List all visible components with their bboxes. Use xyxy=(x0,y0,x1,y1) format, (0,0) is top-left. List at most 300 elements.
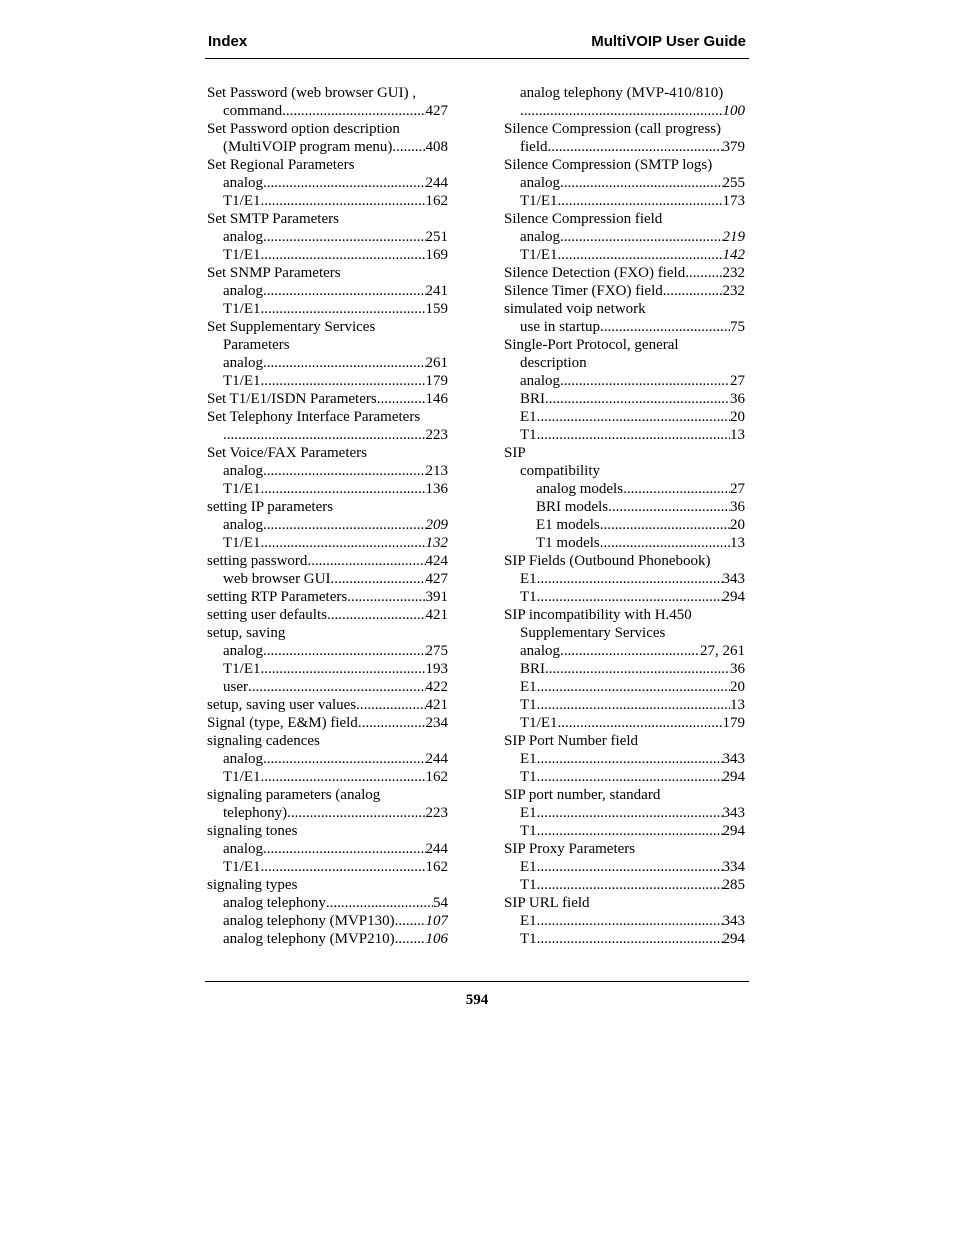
dot-leader xyxy=(282,102,425,120)
index-page-ref: 179 xyxy=(425,373,448,389)
index-term: web browser GUI xyxy=(223,571,331,587)
dot-leader xyxy=(685,264,722,282)
dot-leader xyxy=(356,696,425,714)
index-term: Parameters xyxy=(223,337,290,353)
index-page-ref: 294 xyxy=(722,589,745,605)
dot-leader xyxy=(223,426,426,444)
index-entry xyxy=(504,408,745,426)
index-term: use in startup xyxy=(520,319,600,335)
index-entry xyxy=(207,732,448,750)
index-term: T1 xyxy=(520,589,537,605)
index-entry xyxy=(207,642,448,660)
index-page-ref: 343 xyxy=(722,751,745,767)
index-page-ref: 421 xyxy=(425,607,448,623)
index-term: SIP incompatibility with H.450 xyxy=(504,607,692,623)
index-entry xyxy=(504,804,745,822)
dot-leader xyxy=(287,804,425,822)
index-term: T1/E1 xyxy=(223,373,261,389)
dot-leader xyxy=(263,840,426,858)
index-page-ref: 100 xyxy=(722,103,745,119)
index-entry xyxy=(504,642,745,660)
index-term: analog telephony (MVP130) xyxy=(223,913,395,929)
index-term: SIP Port Number field xyxy=(504,733,639,749)
dot-leader xyxy=(537,570,723,588)
index-term: signaling parameters (analog xyxy=(207,787,381,803)
index-term: E1 xyxy=(520,751,537,767)
index-term: E1 models xyxy=(536,517,600,533)
index-term: analog telephony (MVP210) xyxy=(223,931,395,947)
dot-leader xyxy=(600,318,730,336)
dot-leader xyxy=(261,246,426,264)
index-column-left xyxy=(207,84,448,948)
dot-leader xyxy=(248,678,426,696)
index-entry xyxy=(504,624,745,642)
index-page-ref: 36 xyxy=(730,499,745,515)
index-term: T1/E1 xyxy=(223,481,261,497)
index-term: setting IP parameters xyxy=(207,499,334,515)
index-term: Set Voice/FAX Parameters xyxy=(207,445,367,461)
index-term: T1/E1 xyxy=(223,193,261,209)
dot-leader xyxy=(537,804,723,822)
index-entry xyxy=(207,912,448,930)
index-page-ref: 162 xyxy=(425,769,448,785)
dot-leader xyxy=(263,282,426,300)
index-term: Silence Detection (FXO) field xyxy=(504,265,686,281)
index-entry xyxy=(504,210,745,228)
index-term: Silence Compression field xyxy=(504,211,663,227)
index-page-ref: 427 xyxy=(425,103,448,119)
index-page-ref: 343 xyxy=(722,913,745,929)
index-term: Set T1/E1/ISDN Parameters xyxy=(207,391,377,407)
index-term: analog models xyxy=(536,481,624,497)
index-entry xyxy=(504,912,745,930)
index-entry xyxy=(207,246,448,264)
index-term: T1/E1 xyxy=(520,715,558,731)
index-entry xyxy=(504,102,745,120)
index-page-ref: 193 xyxy=(425,661,448,677)
dot-leader xyxy=(608,498,730,516)
index-entry xyxy=(504,588,745,606)
index-term: analog telephony xyxy=(223,895,326,911)
index-page-ref: 162 xyxy=(425,859,448,875)
index-term: compatibility xyxy=(520,463,600,479)
index-entry xyxy=(207,372,448,390)
index-entry xyxy=(207,624,448,642)
index-page-ref: 294 xyxy=(722,823,745,839)
dot-leader xyxy=(377,390,426,408)
dot-leader xyxy=(261,300,426,318)
index-entry xyxy=(207,822,448,840)
index-page-ref: 54 xyxy=(433,895,448,911)
index-page-ref: 261 xyxy=(425,355,448,371)
index-term: field xyxy=(520,139,548,155)
index-entry xyxy=(207,390,448,408)
index-term: command xyxy=(223,103,283,119)
dot-leader xyxy=(600,516,730,534)
index-entry xyxy=(207,84,448,102)
index-term: T1/E1 xyxy=(223,661,261,677)
index-entry xyxy=(207,318,448,336)
index-term: analog xyxy=(223,229,263,245)
dot-leader xyxy=(548,138,723,156)
index-term: signaling cadences xyxy=(207,733,320,749)
dot-leader xyxy=(545,660,730,678)
index-term: T1 xyxy=(520,931,537,947)
index-page-ref: 334 xyxy=(722,859,745,875)
index-term: T1/E1 xyxy=(223,301,261,317)
index-column-right xyxy=(504,84,745,948)
index-entry xyxy=(207,606,448,624)
index-term: Silence Compression (call progress) xyxy=(504,121,722,137)
index-page-ref: 241 xyxy=(425,283,448,299)
dot-leader xyxy=(558,192,723,210)
index-entry xyxy=(207,102,448,120)
index-entry xyxy=(504,372,745,390)
dot-leader xyxy=(600,534,730,552)
index-page-ref: 424 xyxy=(425,553,448,569)
index-term: Set Password (web browser GUI) , xyxy=(207,85,417,101)
index-page-ref: 343 xyxy=(722,805,745,821)
index-entry xyxy=(207,156,448,174)
index-term: Silence Timer (FXO) field xyxy=(504,283,663,299)
index-term: Single-Port Protocol, general xyxy=(504,337,679,353)
index-term: E1 xyxy=(520,679,537,695)
index-term: signaling tones xyxy=(207,823,298,839)
index-page-ref: 244 xyxy=(425,751,448,767)
index-entry xyxy=(504,534,745,552)
dot-leader xyxy=(261,858,426,876)
index-entry xyxy=(207,336,448,354)
dot-leader xyxy=(261,768,426,786)
dot-leader xyxy=(395,930,426,948)
index-term: analog xyxy=(223,841,263,857)
index-entry xyxy=(207,264,448,282)
index-entry xyxy=(504,462,745,480)
dot-leader xyxy=(392,138,425,156)
dot-leader xyxy=(558,714,723,732)
dot-leader xyxy=(326,894,433,912)
dot-leader xyxy=(395,912,426,930)
index-term: analog xyxy=(223,751,263,767)
index-page-ref: 244 xyxy=(425,841,448,857)
index-entry xyxy=(504,552,745,570)
index-entry xyxy=(207,120,448,138)
index-term: (MultiVOIP program menu) xyxy=(223,139,393,155)
index-entry xyxy=(504,786,745,804)
index-page-ref: 275 xyxy=(425,643,448,659)
index-term: user xyxy=(223,679,248,695)
index-entry xyxy=(504,228,745,246)
index-entry xyxy=(207,552,448,570)
dot-leader xyxy=(558,246,723,264)
index-entry xyxy=(504,498,745,516)
index-page-ref: 285 xyxy=(722,877,745,893)
dot-leader xyxy=(261,480,426,498)
index-term: setup, saving user values xyxy=(207,697,357,713)
index-term: analog xyxy=(223,355,263,371)
index-page-ref: 159 xyxy=(425,301,448,317)
index-term: analog xyxy=(520,373,560,389)
index-entry xyxy=(207,282,448,300)
index-entry xyxy=(207,876,448,894)
page-header xyxy=(207,33,748,53)
index-entry xyxy=(504,444,745,462)
index-page-ref: 379 xyxy=(722,139,745,155)
index-page-ref: 294 xyxy=(722,931,745,947)
index-page-ref: 408 xyxy=(425,139,448,155)
index-page-ref: 142 xyxy=(722,247,745,263)
index-term: telephony) xyxy=(223,805,288,821)
index-entry xyxy=(207,480,448,498)
dot-leader xyxy=(537,750,723,768)
index-term: Set Supplementary Services xyxy=(207,319,376,335)
index-page-ref: 75 xyxy=(730,319,745,335)
index-entry xyxy=(207,750,448,768)
index-term: T1 xyxy=(520,877,537,893)
index-entry xyxy=(207,498,448,516)
index-entry xyxy=(207,588,448,606)
index-page-ref: 27, 261 xyxy=(700,643,745,659)
index-entry xyxy=(207,660,448,678)
index-term: E1 xyxy=(520,859,537,875)
index-entry xyxy=(207,930,448,948)
dot-leader xyxy=(263,462,426,480)
index-term: analog xyxy=(520,229,560,245)
footer-divider xyxy=(205,981,749,982)
dot-leader xyxy=(307,552,425,570)
index-term: T1 xyxy=(520,769,537,785)
dot-leader xyxy=(327,606,426,624)
dot-leader xyxy=(263,516,426,534)
dot-leader xyxy=(263,750,426,768)
dot-leader xyxy=(537,696,730,714)
index-term: T1/E1 xyxy=(223,769,261,785)
index-term: E1 xyxy=(520,805,537,821)
index-term: SIP Fields (Outbound Phonebook) xyxy=(504,553,711,569)
index-page-ref: 179 xyxy=(722,715,745,731)
index-term: analog xyxy=(223,283,263,299)
index-entry xyxy=(504,606,745,624)
dot-leader xyxy=(537,426,730,444)
index-term: SIP port number, standard xyxy=(504,787,661,803)
index-entry xyxy=(207,714,448,732)
index-term: setting RTP Parameters xyxy=(207,589,348,605)
dot-leader xyxy=(537,930,723,948)
index-term: setting user defaults xyxy=(207,607,327,623)
index-term: Set Password option description xyxy=(207,121,400,137)
index-page-ref: 169 xyxy=(425,247,448,263)
index-term: description xyxy=(520,355,587,371)
index-entry xyxy=(504,696,745,714)
index-entry xyxy=(207,210,448,228)
index-term: analog xyxy=(520,175,560,191)
dot-leader xyxy=(263,174,426,192)
index-entry xyxy=(504,246,745,264)
index-entry xyxy=(504,390,745,408)
index-entry xyxy=(504,192,745,210)
index-term: BRI xyxy=(520,661,546,677)
index-entry xyxy=(504,318,745,336)
dot-leader xyxy=(537,912,723,930)
index-term: T1/E1 xyxy=(223,859,261,875)
index-entry xyxy=(504,750,745,768)
dot-leader xyxy=(330,570,425,588)
index-entry xyxy=(504,732,745,750)
index-page-ref: 234 xyxy=(425,715,448,731)
index-page-ref: 213 xyxy=(425,463,448,479)
index-entry xyxy=(504,768,745,786)
header-divider xyxy=(205,58,749,59)
index-entry xyxy=(504,354,745,372)
index-page-ref: 146 xyxy=(425,391,448,407)
dot-leader xyxy=(261,660,426,678)
dot-leader xyxy=(537,678,730,696)
index-page-ref: 232 xyxy=(722,283,745,299)
index-entry xyxy=(504,120,745,138)
dot-leader xyxy=(263,354,426,372)
index-entry xyxy=(504,516,745,534)
index-page-ref: 294 xyxy=(722,769,745,785)
dot-leader xyxy=(537,768,723,786)
index-term: analog xyxy=(223,643,263,659)
index-entry xyxy=(207,192,448,210)
index-term: analog telephony (MVP-410/810) xyxy=(520,85,724,101)
index-page-ref: 36 xyxy=(730,661,745,677)
index-entry xyxy=(207,786,448,804)
index-entry xyxy=(207,570,448,588)
index-term: setup, saving xyxy=(207,625,286,641)
index-term: T1 xyxy=(520,697,537,713)
index-term: analog xyxy=(223,517,263,533)
index-entry xyxy=(504,138,745,156)
index-page-ref: 422 xyxy=(425,679,448,695)
index-term: Set Telephony Interface Parameters xyxy=(207,409,421,425)
index-entry xyxy=(207,840,448,858)
index-term: E1 xyxy=(520,571,537,587)
index-term: T1/E1 xyxy=(223,535,261,551)
index-page-ref: 20 xyxy=(730,679,745,695)
index-entry xyxy=(504,876,745,894)
index-term: T1 models xyxy=(536,535,600,551)
index-entry xyxy=(207,894,448,912)
index-page-ref: 209 xyxy=(425,517,448,533)
dot-leader xyxy=(520,102,723,120)
dot-leader xyxy=(261,534,426,552)
dot-leader xyxy=(261,192,426,210)
index-entry xyxy=(207,858,448,876)
index-page-ref: 255 xyxy=(722,175,745,191)
index-entry xyxy=(504,300,745,318)
index-entry xyxy=(207,228,448,246)
index-term: E1 xyxy=(520,409,537,425)
index-term: BRI xyxy=(520,391,546,407)
dot-leader xyxy=(537,408,730,426)
index-entry xyxy=(207,678,448,696)
index-term: analog xyxy=(223,463,263,479)
index-page-ref: 251 xyxy=(425,229,448,245)
index-entry xyxy=(207,138,448,156)
index-page-ref: 162 xyxy=(425,193,448,209)
index-page-ref: 27 xyxy=(730,481,745,497)
index-page-ref: 427 xyxy=(425,571,448,587)
dot-leader xyxy=(537,822,723,840)
index-term: signaling types xyxy=(207,877,298,893)
index-page-ref: 13 xyxy=(730,697,745,713)
dot-leader xyxy=(537,858,723,876)
dot-leader xyxy=(263,642,426,660)
index-term: Signal (type, E&M) field xyxy=(207,715,358,731)
index-term: analog xyxy=(223,175,263,191)
header-guide-title: MultiVOIP User Guide xyxy=(591,33,746,50)
index-entry xyxy=(504,282,745,300)
index-term: BRI models xyxy=(536,499,609,515)
index-entry xyxy=(504,264,745,282)
index-page-ref: 391 xyxy=(425,589,448,605)
index-page-ref: 223 xyxy=(425,805,448,821)
index-entry xyxy=(504,858,745,876)
index-entry xyxy=(207,462,448,480)
index-page-ref: 107 xyxy=(425,913,448,929)
index-page-ref: 136 xyxy=(425,481,448,497)
index-page-ref: 36 xyxy=(730,391,745,407)
index-page-ref: 173 xyxy=(722,193,745,209)
index-term: E1 xyxy=(520,913,537,929)
index-term: Set SMTP Parameters xyxy=(207,211,339,227)
index-entry xyxy=(207,300,448,318)
dot-leader xyxy=(358,714,426,732)
dot-leader xyxy=(560,174,723,192)
index-page-ref: 13 xyxy=(730,427,745,443)
index-page-ref: 244 xyxy=(425,175,448,191)
index-page-ref: 421 xyxy=(425,697,448,713)
index-term: Set SNMP Parameters xyxy=(207,265,341,281)
index-term: T1/E1 xyxy=(223,247,261,263)
index-page-ref: 27 xyxy=(730,373,745,389)
dot-leader xyxy=(560,228,723,246)
dot-leader xyxy=(347,588,425,606)
index-entry xyxy=(504,840,745,858)
dot-leader xyxy=(560,372,730,390)
page-number: 594 xyxy=(465,992,489,1008)
index-entry xyxy=(504,174,745,192)
index-term: SIP URL field xyxy=(504,895,590,911)
dot-leader xyxy=(537,588,723,606)
index-term: Set Regional Parameters xyxy=(207,157,355,173)
index-entry xyxy=(207,444,448,462)
index-entry xyxy=(504,714,745,732)
index-entry xyxy=(504,336,745,354)
index-entry xyxy=(504,678,745,696)
index-entry xyxy=(504,894,745,912)
header-section-title: Index xyxy=(208,33,248,50)
index-term: Supplementary Services xyxy=(520,625,666,641)
index-term: T1 xyxy=(520,427,537,443)
index-term: Silence Compression (SMTP logs) xyxy=(504,157,713,173)
index-entry xyxy=(207,516,448,534)
index-page-ref: 20 xyxy=(730,517,745,533)
index-page-ref: 132 xyxy=(425,535,448,551)
index-entry xyxy=(504,570,745,588)
index-term: T1/E1 xyxy=(520,193,558,209)
index-entry xyxy=(504,156,745,174)
index-page-ref: 343 xyxy=(722,571,745,587)
index-entry xyxy=(207,426,448,444)
index-term: T1 xyxy=(520,823,537,839)
index-entry xyxy=(504,480,745,498)
index-entry xyxy=(504,660,745,678)
index-entry xyxy=(207,696,448,714)
index-page-ref: 223 xyxy=(425,427,448,443)
